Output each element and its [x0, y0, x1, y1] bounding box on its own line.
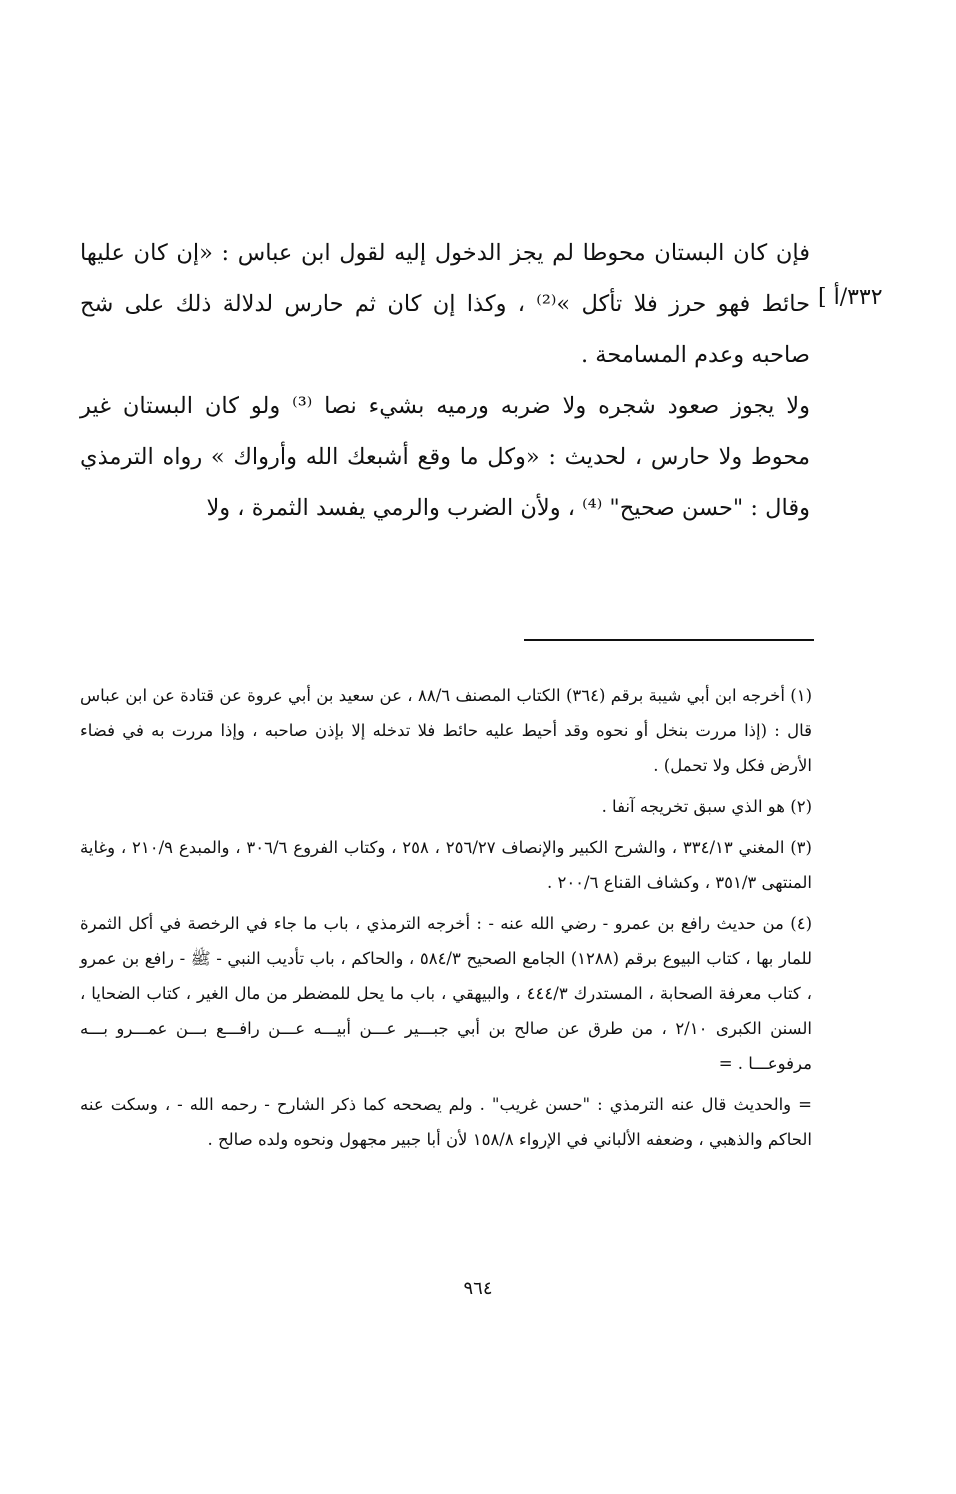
footnote-1: (١) أخرجه ابن أبي شيبة برقم (٣٦٤) الكتاب المصنف ٨٨/٦ ، عن سعيد بن أبي عروة عن قتادة عن ابن عباس قال : (إذا مررت بنخل أو نحوه وقد أحيط عليه حائط فلا تدخله إلا بإذن صاحبه ، وإذا مررت به في فضاء الأرض فكل ولا تحمل) . [80, 686, 813, 775]
footnote-3: (٣) المغني ٣٣٤/١٣ ، والشرح الكبير والإنصاف ٢٥٦/٢٧ ، ٢٥٨ ، وكتاب الفروع ٣٠٦/٦ ، والمبدع ٢١٠/٩ ، وغاية المنتهى ٣٥١/٣ ، وكشاف القناع ٢٠٠/٦ . [80, 838, 812, 892]
footnote-separator [524, 639, 814, 641]
footnotes [80, 678, 812, 1163]
footnote-2: (٢) هو الذي سبق تخريجه آنفا . [601, 797, 812, 816]
page-number: ٩٦٤ [463, 1278, 493, 1299]
main-paragraph-1: فإن كان البستان محوطا لم يجز الدخول إليه لقول ابن عباس : «إن كان عليها حائط فهو حرز فلا تأكل »⁽²⁾ ، وكذا إن كان ثم حارس لدلالة ذلك على شح صاحبه وعدم المسامحة . [80, 240, 810, 368]
footnote-4-continued: = والحديث قال عنه الترمذي : "حسن غريب" . ولم يصححه كما ذكر الشارح - رحمه الله - ، وسكت عنه الحاكم والذهبي ، وضعفه الألباني في الإرواء ١٥٨/٨ لأن أبا جبير مجهول ونحوه ولده صالح . [80, 1095, 812, 1149]
main-text [80, 228, 810, 534]
main-paragraph-2: ولا يجوز صعود شجره ولا ضربه ورميه بشيء نصا ⁽³⁾ ولو كان البستان غير محوط ولا حارس ، لحديث : «وكل ما وقع أشبعك الله وأرواك » رواه الترمذي وقال : "حسن صحيح" ⁽⁴⁾ ، ولأن الضرب والرمي يفسد الثمرة ، ولا [80, 393, 810, 521]
footnote-4: (٤) من حديث رافع بن عمرو - رضي الله عنه - : أخرجه الترمذي ، باب ما جاء في الرخصة في أكل الثمرة للمار بها ، كتاب البيوع برقم (١٢٨٨) الجامع الصحيح ٥٨٤/٣ ، والحاكم ، باب تأديب النبي - ﷺ - رافع بن عمرو ، كتاب معرفة الصحابة ، المستدرك ٤٤٤/٣ ، والبيهقي ، باب ما يحل للمضطر من مال الغير ، كتاب الضحايا ، السنن الكبرى ٢/١٠ ، من طرق عن صالح بن أبي جبـــير عـــن أبيـــه عـــن رافـــع بـــن عمـــرو بـــه مرفوعـــا . = [80, 914, 812, 1073]
margin-reference: [ ٣٣٢/أ [818, 285, 883, 310]
